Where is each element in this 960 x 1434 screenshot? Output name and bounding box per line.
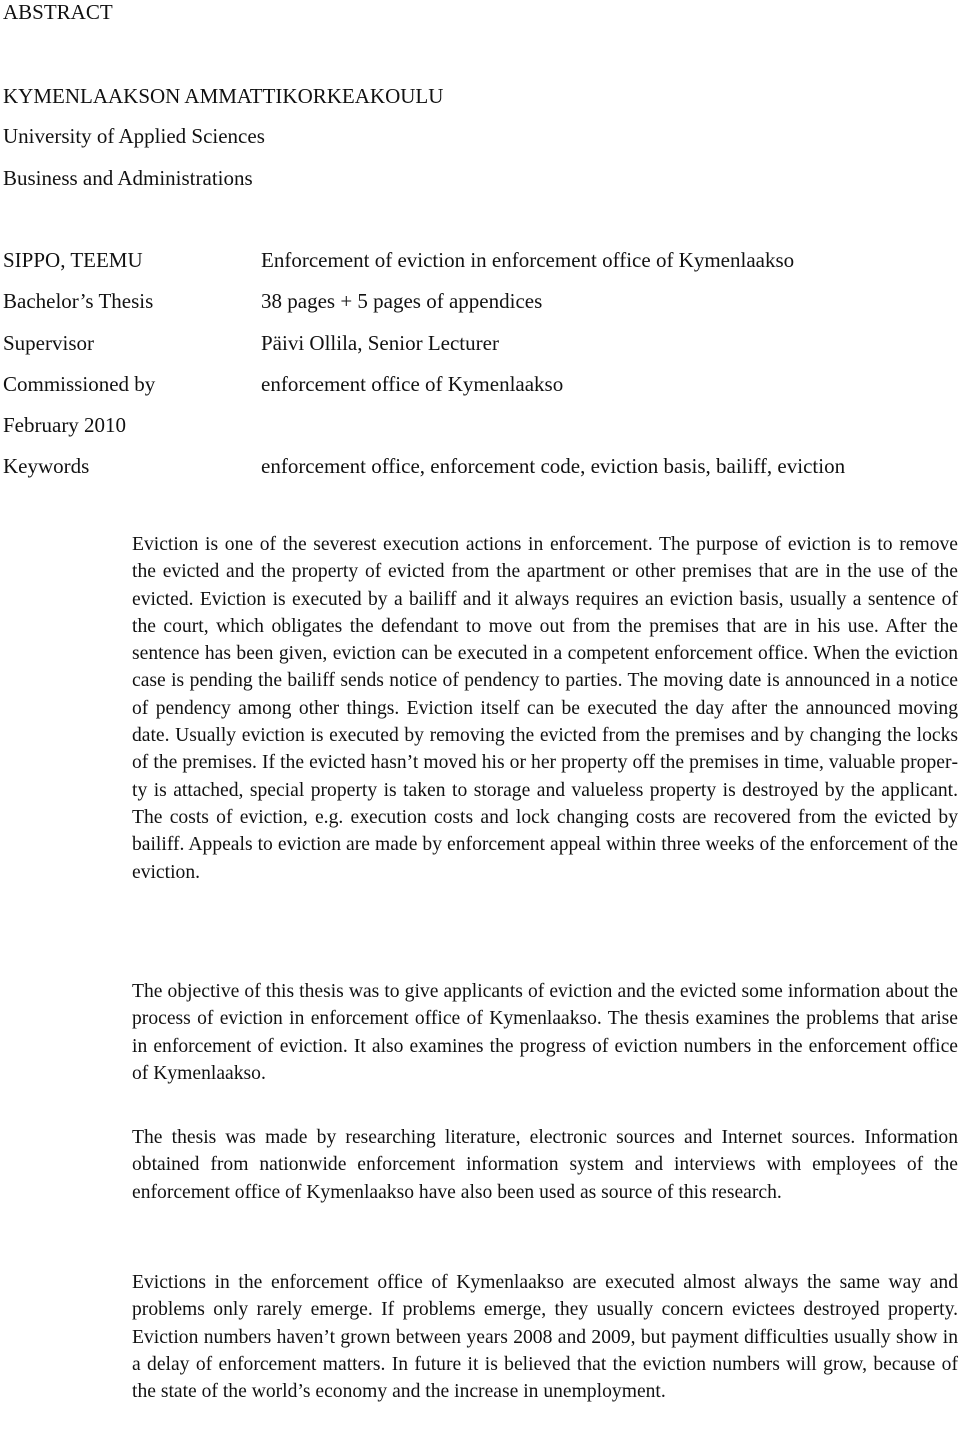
supervisor-label: Supervisor: [3, 331, 94, 355]
abstract-heading: ABSTRACT: [3, 0, 113, 24]
abstract-paragraph-2: The objective of this thesis was to give applicants of eviction and the evicted some information about the process of eviction in enforcement office of Kymenlaakso. The thesis examines the problems that arise in enforcement of eviction. It also examines the progress of eviction numbers in the enforcement office of Kymenlaakso.: [132, 981, 958, 1084]
commissioned-label: Commissioned by: [3, 372, 156, 396]
thesis-type-row: [3, 289, 953, 313]
page-count: 38 pages + 5 pages of appendices: [261, 289, 543, 313]
supervisor-name: Päivi Ollila, Senior Lecturer: [261, 331, 499, 355]
date-row: [3, 413, 953, 437]
keywords-value: enforcement office, enforcement code, eviction basis, bailiff, eviction: [261, 454, 846, 478]
department-name: Business and Administrations: [3, 166, 253, 190]
keywords-label: Keywords: [3, 454, 90, 478]
institution-name: KYMENLAAKSON AMMATTIKORKEAKOULU: [3, 84, 444, 108]
keywords-row: [3, 454, 953, 478]
author-name: SIPPO, TEEMU: [3, 248, 143, 272]
commissioned-value: enforcement office of Kymenlaakso: [261, 372, 564, 396]
thesis-title: Enforcement of eviction in enforcement office of Kymenlaakso: [261, 248, 795, 272]
institution-subtitle: University of Applied Sciences: [3, 124, 265, 148]
thesis-type-label: Bachelor’s Thesis: [3, 289, 154, 313]
abstract-paragraph-1: Eviction is one of the severest execution actions in enforcement. The purpose of eviction is to remove the evicted and the property of evicted from the apartment or other premises that are in the use of the evicted. Eviction is executed by a bailiff and it always requires an eviction basis, usually a sentence of the court, which obligates the defendant to move out from the premises that are in his use. After the sentence has been given, eviction can be executed in a competent enforcement office. When the eviction case is pending the bailiff sends notice of pendency to parties. The moving date is announced in a notice of pendency among other things. Eviction itself can be executed the day after the announced moving date. Usually eviction is executed by removing the evicted from the premises and by changing the locks of the premises. If the evicted hasn’t moved his or her property off the premises in time, valuable property is attached, special property is taken to storage and valueless property is destroyed by the applicant. The costs of eviction, e.g. execution costs and lock changing costs are recovered from the evicted by bailiff. Appeals to eviction are made by enforcement appeal within three weeks of the enforcement of the eviction.: [132, 534, 958, 883]
abstract-paragraph-3: The thesis was made by researching literature, electronic sources and Internet sources. Information obtained from nationwide enforcement information system and interviews with employees of the enforcement office of Kymenlaakso have also been used as source of this research.: [132, 1127, 958, 1203]
commissioned-row: [3, 372, 953, 396]
author-row: [3, 248, 953, 272]
supervisor-row: [3, 331, 953, 355]
abstract-paragraph-4: Evictions in the enforcement office of Kymenlaakso are executed almost always the same way and problems only rarely emerge. If problems emerge, they usually concern evictees destroyed property. Eviction numbers haven’t grown between years 2008 and 2009, but payment difficulties usually show in a delay of enforcement matters. In future it is believed that the eviction numbers will grow, because of the state of the world’s economy and the increase in unemployment.: [132, 1272, 958, 1403]
thesis-date: February 2010: [3, 413, 127, 437]
